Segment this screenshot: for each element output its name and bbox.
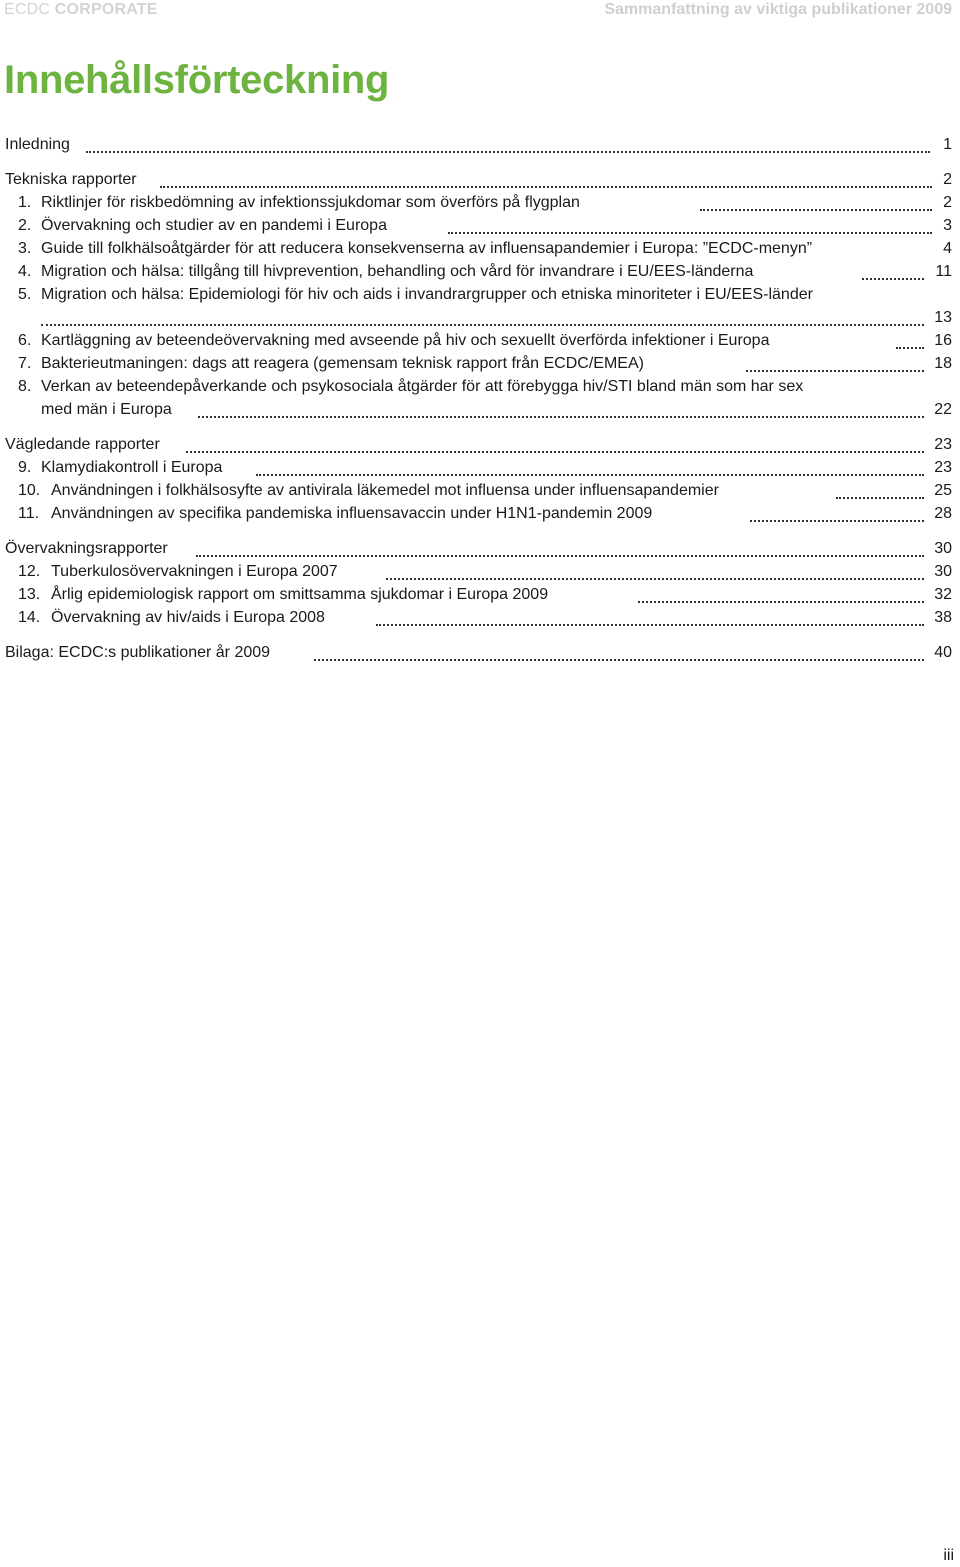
toc-number: 12. bbox=[18, 563, 41, 580]
toc-entry-10[interactable] bbox=[0, 479, 956, 502]
toc-entry-6[interactable] bbox=[0, 329, 956, 352]
toc-label: Inledning bbox=[5, 136, 70, 153]
dot-leader bbox=[836, 496, 924, 499]
toc-page-number: 16 bbox=[934, 332, 952, 349]
page-header bbox=[0, 0, 960, 24]
dot-leader bbox=[256, 473, 924, 476]
toc-label-line1: Verkan av beteendepåverkande och psykosociala åtgärder för att förebygga hiv/STI bland män som har sex bbox=[41, 378, 804, 395]
toc-page-number: 28 bbox=[934, 505, 952, 522]
dot-leader bbox=[700, 208, 932, 211]
dot-leader bbox=[448, 231, 932, 234]
toc-entry-8[interactable] bbox=[0, 375, 956, 421]
toc-number: 6. bbox=[18, 332, 32, 349]
toc-number: 4. bbox=[18, 263, 32, 280]
toc-page-number: 32 bbox=[934, 586, 952, 603]
document-title: Sammanfattning av viktiga publikationer 2009 bbox=[604, 1, 952, 18]
toc-page-number: 23 bbox=[934, 436, 952, 453]
toc-section-tekniska[interactable] bbox=[0, 168, 956, 191]
toc-page-number: 23 bbox=[934, 459, 952, 476]
toc-label: Användningen av specifika pandemiska influensavaccin under H1N1-pandemin 2009 bbox=[51, 505, 653, 522]
toc-entry-7[interactable] bbox=[0, 352, 956, 375]
toc-label: Kartläggning av beteendeövervakning med avseende på hiv och sexuellt överförda infektioner i Europa bbox=[41, 332, 770, 349]
toc-entry-13[interactable] bbox=[0, 583, 956, 606]
dot-leader bbox=[638, 600, 924, 603]
dot-leader bbox=[86, 150, 930, 153]
toc-number: 8. bbox=[18, 378, 32, 395]
toc-label: Årlig epidemiologisk rapport om smittsamma sjukdomar i Europa 2009 bbox=[51, 586, 549, 603]
toc-label: Bakterieutmaningen: dags att reagera (gemensam teknisk rapport från ECDC/EMEA) bbox=[41, 355, 644, 372]
toc-entry-2[interactable] bbox=[0, 214, 956, 237]
toc-entry-bilaga[interactable] bbox=[0, 641, 956, 664]
toc-number: 5. bbox=[18, 286, 32, 303]
toc-page-number: 4 bbox=[943, 240, 952, 257]
brand-part1: ECDC bbox=[4, 1, 51, 18]
toc-page-number: 1 bbox=[943, 136, 952, 153]
toc-label: Bilaga: ECDC:s publikationer år 2009 bbox=[5, 644, 271, 661]
toc-label: Övervakningsrapporter bbox=[5, 540, 168, 557]
dot-leader bbox=[186, 450, 924, 453]
table-of-contents bbox=[0, 133, 956, 664]
toc-page-number: 2 bbox=[943, 171, 952, 188]
toc-section-vagledande[interactable] bbox=[0, 433, 956, 456]
toc-page-number: 25 bbox=[934, 482, 952, 499]
toc-number: 1. bbox=[18, 194, 32, 211]
dot-leader bbox=[376, 623, 924, 626]
dot-leader bbox=[750, 519, 924, 522]
toc-page-number: 11 bbox=[935, 263, 952, 280]
toc-label-line2: med män i Europa bbox=[41, 401, 172, 418]
dot-leader bbox=[160, 185, 932, 188]
toc-page-number: 3 bbox=[943, 217, 952, 234]
toc-entry-14[interactable] bbox=[0, 606, 956, 629]
brand-logo bbox=[4, 1, 158, 19]
toc-label: Migration och hälsa: tillgång till hivprevention, behandling och vård för invandrare i EU/EES-länderna bbox=[41, 263, 754, 280]
toc-label: Övervakning och studier av en pandemi i Europa bbox=[41, 217, 387, 234]
dot-leader bbox=[314, 658, 924, 661]
toc-entry-4[interactable] bbox=[0, 260, 956, 283]
dot-leader bbox=[41, 323, 924, 326]
toc-number: 11. bbox=[18, 505, 40, 522]
toc-page-number: 38 bbox=[934, 609, 952, 626]
toc-entry-1[interactable] bbox=[0, 191, 956, 214]
toc-entry-inledning[interactable] bbox=[0, 133, 956, 156]
toc-label: Övervakning av hiv/aids i Europa 2008 bbox=[51, 609, 325, 626]
toc-page-number: 2 bbox=[943, 194, 952, 211]
toc-entry-3[interactable] bbox=[0, 237, 956, 260]
toc-page-number: 13 bbox=[934, 309, 952, 326]
toc-page-number: 30 bbox=[934, 540, 952, 557]
dot-leader bbox=[198, 415, 924, 418]
toc-page-number: 18 bbox=[934, 355, 952, 372]
toc-section-overvakning[interactable] bbox=[0, 537, 956, 560]
toc-label: Migration och hälsa: Epidemiologi för hiv och aids i invandrargrupper och etniska minoriteter i EU/EES-länder bbox=[41, 286, 813, 303]
toc-label: Tekniska rapporter bbox=[5, 171, 137, 188]
toc-number: 9. bbox=[18, 459, 32, 476]
toc-entry-11[interactable] bbox=[0, 502, 956, 525]
toc-label: Klamydiakontroll i Europa bbox=[41, 459, 223, 476]
footer-page-number: iii bbox=[943, 1547, 954, 1564]
toc-page-number: 40 bbox=[934, 644, 952, 661]
dot-leader bbox=[746, 369, 924, 372]
toc-label: Guide till folkhälsoåtgärder för att reducera konsekvenserna av influensapandemier i Europa: ”ECDC-menyn” bbox=[41, 240, 813, 257]
toc-number: 10. bbox=[18, 482, 41, 499]
toc-label: Vägledande rapporter bbox=[5, 436, 160, 453]
toc-label: Tuberkulosövervakningen i Europa 2007 bbox=[51, 563, 338, 580]
toc-number: 2. bbox=[18, 217, 32, 234]
dot-leader bbox=[896, 346, 924, 349]
toc-entry-12[interactable] bbox=[0, 560, 956, 583]
toc-entry-9[interactable] bbox=[0, 456, 956, 479]
toc-entry-5[interactable] bbox=[0, 283, 956, 329]
dot-leader bbox=[386, 577, 924, 580]
toc-page-number: 30 bbox=[934, 563, 952, 580]
toc-label: Riktlinjer för riskbedömning av infektionssjukdomar som överförs på flygplan bbox=[41, 194, 580, 211]
page-title: Innehållsförteckning bbox=[4, 58, 390, 102]
dot-leader bbox=[862, 277, 924, 280]
toc-number: 3. bbox=[18, 240, 32, 257]
toc-number: 7. bbox=[18, 355, 32, 372]
toc-number: 14. bbox=[18, 609, 41, 626]
toc-number: 13. bbox=[18, 586, 41, 603]
toc-page-number: 22 bbox=[934, 401, 952, 418]
dot-leader bbox=[196, 554, 924, 557]
brand-part2: CORPORATE bbox=[54, 1, 158, 18]
toc-label: Användningen i folkhälsosyfte av antivirala läkemedel mot influensa under influensapandemier bbox=[51, 482, 719, 499]
